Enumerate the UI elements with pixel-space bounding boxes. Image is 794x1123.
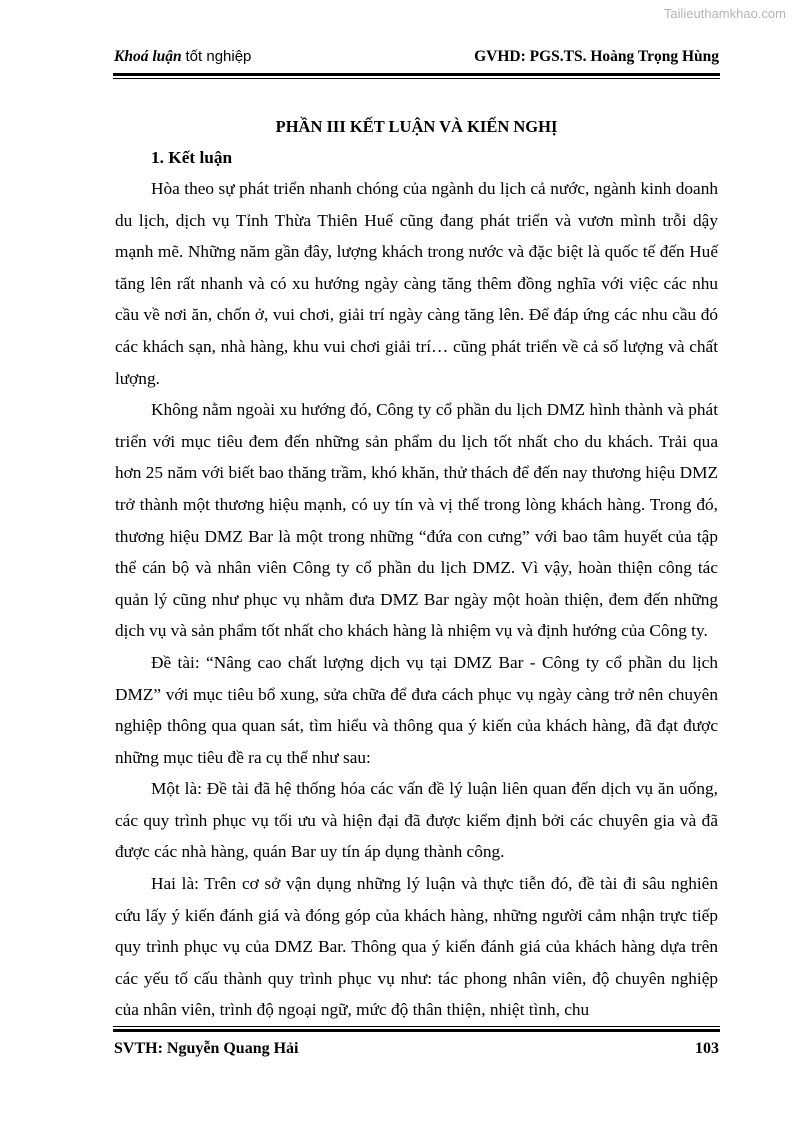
header-left-italic: Khoá luận [114,48,182,65]
header-left-rest: tốt nghiệp [185,48,252,65]
chapter-title: PHẦN III KẾT LUẬN VÀ KIẾN NGHỊ [275,117,558,136]
header-left [114,48,251,66]
page-header [114,48,719,72]
header-rule-thick [113,73,720,76]
page-content [115,112,718,1026]
paragraph: Hòa theo sự phát triển nhanh chóng của ngành du lịch cả nước, ngành kinh doanh du lịch, dịch vụ Tỉnh Thừa Thiên Huế cũng đang phát triển và vươn mình trỗi dậy mạnh mẽ. Những năm gần đây, lượng khách trong nước và đặc biệt là quốc tế đến Huế tăng lên rất nhanh và có xu hướng ngày càng tăng thêm đồng nghĩa với việc các nhu cầu về nơi ăn, chốn ở, vui chơi, giải trí ngày càng tăng lên. Để đáp ứng các nhu cầu đó các khách sạn, nhà hàng, khu vui chơi giải trí… cũng phát triển về cả số lượng và chất lượng. [115,179,718,388]
paragraph: Đề tài: “Nâng cao chất lượng dịch vụ tại DMZ Bar - Công ty cổ phần du lịch DMZ” với mục tiêu bổ xung, sửa chữa để đưa cách phục vụ ngày càng trở nên chuyên nghiệp thông qua quan sát, tìm hiểu và thông qua ý kiến của khách hàng, đã đạt được những mục tiêu đề ra cụ thể như sau: [115,652,718,767]
paragraph: Một là: Đề tài đã hệ thống hóa các vấn đề lý luận liên quan đến dịch vụ ăn uống, các quy trình phục vụ tối ưu và hiện đại đã được kiểm định bởi các chuyên gia và đã được các nhà hàng, quán Bar uy tín áp dụng thành công. [115,779,718,862]
paragraph: Hai là: Trên cơ sở vận dụng những lý luận và thực tiễn đó, đề tài đi sâu nghiên cứu lấy ý kiến đánh giá và đóng góp của khách hàng, những người cảm nhận trực tiếp quy trình phục vụ của DMZ Bar. Thông qua ý kiến đánh giá của khách hàng dựa trên các yếu tố cấu thành quy trình phục vụ như: tác phong nhân viên, độ chuyên nghiệp của nhân viên, trình độ ngoại ngữ, mức độ thân thiện, nhiệt tình, chu [115,874,718,1020]
footer-rule-thick [113,1029,720,1032]
header-right: GVHD: PGS.TS. Hoàng Trọng Hùng [474,48,719,65]
footer-rule-thin [113,1026,720,1027]
footer-student: SVTH: Nguyễn Quang Hải [114,1040,299,1057]
header-rule-thin [113,78,720,79]
page-number: 103 [695,1040,719,1057]
paragraph: Không nằm ngoài xu hướng đó, Công ty cổ phần du lịch DMZ hình thành và phát triển với mục tiêu đem đến những sản phẩm du lịch tốt nhất cho du khách. Trải qua hơn 25 năm với biết bao thăng trầm, khó khăn, thử thách để đến nay thương hiệu DMZ trở thành một thương hiệu mạnh, có uy tín và vị thế trong lòng khách hàng. Trong đó, thương hiệu DMZ Bar là một trong những “đứa con cưng” với bao tâm huyết của tập thể cán bộ và nhân viên Công ty cổ phần du lịch DMZ. Vì vậy, hoàn thiện công tác quản lý cũng như phục vụ nhằm đưa DMZ Bar ngày một hoàn thiện, đem đến những dịch vụ và sản phẩm tốt nhất cho khách hàng là nhiệm vụ và định hướng của Công ty. [115,400,718,641]
section-heading: 1. Kết luận [151,148,233,167]
watermark: Tailieuthamkhao.com [663,6,786,21]
